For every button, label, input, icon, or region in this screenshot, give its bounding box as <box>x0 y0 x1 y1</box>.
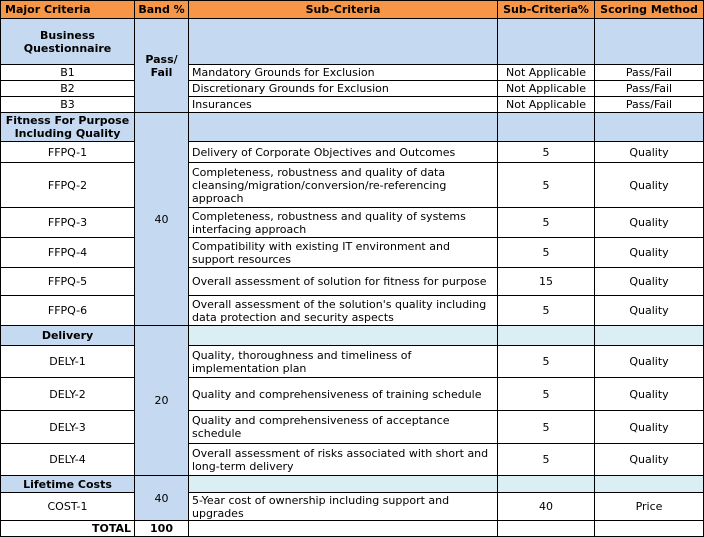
criteria-pct: 5 <box>498 444 595 476</box>
criteria-text: Overall assessment of risks associated with short and long-term delivery <box>189 444 498 476</box>
criteria-pct: 5 <box>498 163 595 208</box>
criteria-pct: 5 <box>498 411 595 444</box>
table-row-dely2 <box>1 378 704 411</box>
criteria-pct: 5 <box>498 142 595 163</box>
criteria-pct: Not Applicable <box>498 97 595 113</box>
criteria-text: Quality, thoroughness and timeliness of implementation plan <box>189 346 498 378</box>
criteria-method: Quality <box>595 208 704 238</box>
criteria-id: B1 <box>1 65 135 81</box>
section-delivery-label: Delivery <box>1 326 135 346</box>
criteria-text: Completeness, robustness and quality of data cleansing/migration/conversion/re-referencing approach <box>189 163 498 208</box>
section-row-delivery <box>1 326 704 346</box>
criteria-pct: 5 <box>498 238 595 268</box>
criteria-method: Quality <box>595 142 704 163</box>
header-major-criteria: Major Criteria <box>1 1 135 19</box>
table-row-ffpq3 <box>1 208 704 238</box>
band-lifetime: 40 <box>135 476 189 521</box>
criteria-text: Insurances <box>189 97 498 113</box>
criteria-method: Pass/Fail <box>595 97 704 113</box>
criteria-id: DELY-1 <box>1 346 135 378</box>
section-delivery-method <box>595 326 704 346</box>
criteria-pct: 15 <box>498 268 595 296</box>
section-row-lifetime <box>1 476 704 493</box>
criteria-id: FFPQ-1 <box>1 142 135 163</box>
criteria-id: FFPQ-4 <box>1 238 135 268</box>
table-row-b1 <box>1 65 704 81</box>
total-value: 100 <box>135 521 189 537</box>
table-row-dely1 <box>1 346 704 378</box>
section-row-fitness <box>1 113 704 142</box>
section-lifetime-pct <box>498 476 595 493</box>
section-fitness-sub <box>189 113 498 142</box>
criteria-id: FFPQ-5 <box>1 268 135 296</box>
section-fitness-pct <box>498 113 595 142</box>
table-row-dely4 <box>1 444 704 476</box>
section-delivery-sub <box>189 326 498 346</box>
criteria-text: Overall assessment of the solution's quality including data protection and security aspects <box>189 296 498 326</box>
table-row-ffpq1 <box>1 142 704 163</box>
total-row <box>1 521 704 537</box>
total-spacer <box>595 521 704 537</box>
section-lifetime-sub <box>189 476 498 493</box>
criteria-method: Price <box>595 493 704 521</box>
section-lifetime-method <box>595 476 704 493</box>
total-spacer <box>189 521 498 537</box>
table-row-b2 <box>1 81 704 97</box>
table-row-ffpq2 <box>1 163 704 208</box>
criteria-method: Quality <box>595 296 704 326</box>
band-fitness: 40 <box>135 113 189 326</box>
criteria-text: Overall assessment of solution for fitness for purpose <box>189 268 498 296</box>
criteria-pct: 5 <box>498 378 595 411</box>
criteria-method: Quality <box>595 238 704 268</box>
criteria-id: FFPQ-6 <box>1 296 135 326</box>
criteria-method: Pass/Fail <box>595 81 704 97</box>
criteria-id: B2 <box>1 81 135 97</box>
table-row-dely3 <box>1 411 704 444</box>
criteria-pct: 5 <box>498 296 595 326</box>
criteria-id: DELY-4 <box>1 444 135 476</box>
criteria-method: Quality <box>595 411 704 444</box>
total-spacer <box>498 521 595 537</box>
criteria-id: FFPQ-3 <box>1 208 135 238</box>
criteria-pct: 5 <box>498 208 595 238</box>
criteria-text: Mandatory Grounds for Exclusion <box>189 65 498 81</box>
criteria-pct: Not Applicable <box>498 81 595 97</box>
section-business-sub <box>189 19 498 65</box>
criteria-pct: 5 <box>498 346 595 378</box>
section-business-method <box>595 19 704 65</box>
section-lifetime-label: Lifetime Costs <box>1 476 135 493</box>
criteria-id: COST-1 <box>1 493 135 521</box>
criteria-id: DELY-3 <box>1 411 135 444</box>
header-sub-criteria: Sub-Criteria <box>189 1 498 19</box>
criteria-pct: Not Applicable <box>498 65 595 81</box>
band-delivery: 20 <box>135 326 189 476</box>
section-fitness-label: Fitness For Purpose Including Quality <box>1 113 135 142</box>
criteria-text: Quality and comprehensiveness of acceptance schedule <box>189 411 498 444</box>
section-fitness-method <box>595 113 704 142</box>
header-scoring-method: Scoring Method <box>595 1 704 19</box>
table-row-b3 <box>1 97 704 113</box>
criteria-method: Quality <box>595 163 704 208</box>
table-row-ffpq6 <box>1 296 704 326</box>
criteria-pct: 40 <box>498 493 595 521</box>
criteria-method: Quality <box>595 268 704 296</box>
section-row-business <box>1 19 704 65</box>
criteria-text: 5-Year cost of ownership including support and upgrades <box>189 493 498 521</box>
criteria-method: Quality <box>595 444 704 476</box>
table-row-cost1 <box>1 493 704 521</box>
criteria-text: Compatibility with existing IT environment and support resources <box>189 238 498 268</box>
criteria-text: Delivery of Corporate Objectives and Outcomes <box>189 142 498 163</box>
header-sub-criteria-pct: Sub-Criteria% <box>498 1 595 19</box>
criteria-id: FFPQ-2 <box>1 163 135 208</box>
table-row-ffpq4 <box>1 238 704 268</box>
header-row <box>1 1 704 19</box>
header-band: Band % <box>135 1 189 19</box>
criteria-id: DELY-2 <box>1 378 135 411</box>
criteria-text: Discretionary Grounds for Exclusion <box>189 81 498 97</box>
band-business: Pass/ Fail <box>135 19 189 113</box>
criteria-method: Quality <box>595 378 704 411</box>
criteria-method: Quality <box>595 346 704 378</box>
section-delivery-pct <box>498 326 595 346</box>
section-business-label: Business Questionnaire <box>1 19 135 65</box>
criteria-text: Quality and comprehensiveness of training schedule <box>189 378 498 411</box>
section-business-pct <box>498 19 595 65</box>
table-row-ffpq5 <box>1 268 704 296</box>
criteria-id: B3 <box>1 97 135 113</box>
total-label: TOTAL <box>1 521 135 537</box>
criteria-text: Completeness, robustness and quality of systems interfacing approach <box>189 208 498 238</box>
criteria-method: Pass/Fail <box>595 65 704 81</box>
